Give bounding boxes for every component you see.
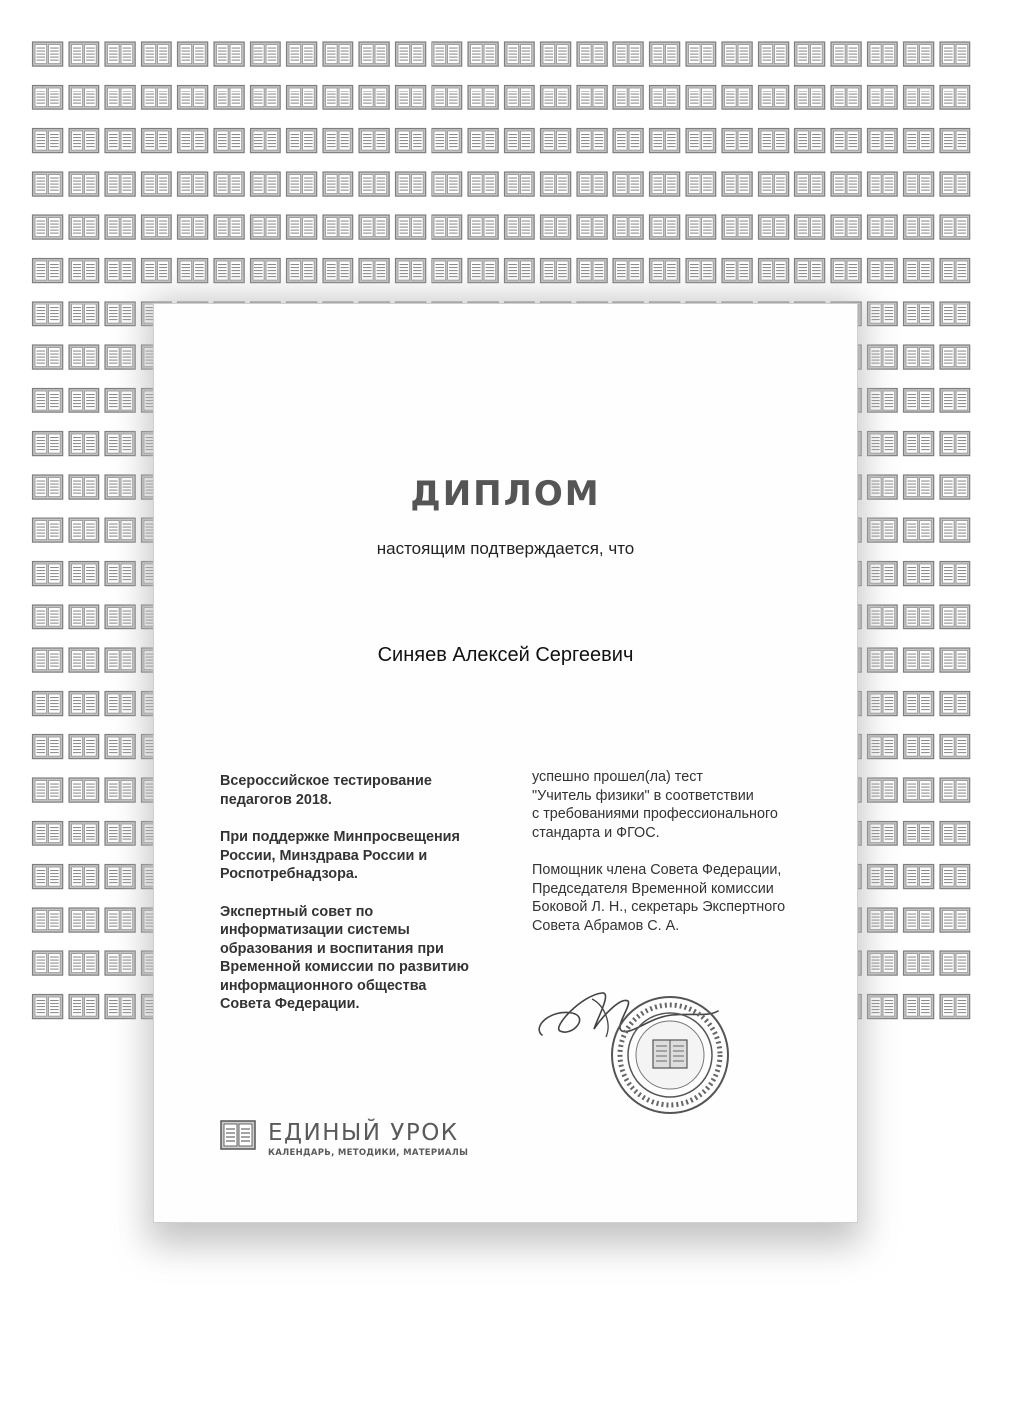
book-icon bbox=[220, 1120, 256, 1150]
logo-tagline: КАЛЕНДАРЬ, МЕТОДИКИ, МАТЕРИАЛЫ bbox=[268, 1148, 469, 1158]
left-column bbox=[220, 772, 510, 1033]
diploma-subtitle: настоящим подтверждается, что bbox=[376, 539, 635, 558]
recipient-name: Синяев Алексей Сергеевич bbox=[377, 644, 634, 666]
council-paragraph: Экспертный совет по информатизации системы образования и воспитания при Временной комиссии по развитию информационного общества Совета Федерации. bbox=[220, 903, 469, 1012]
diploma-title: ДИПЛОМ bbox=[410, 474, 601, 514]
edinyj-urok-logo bbox=[220, 1114, 500, 1162]
logo-name: ЕДИНЫЙ УРОК bbox=[268, 1120, 459, 1146]
signatory-paragraph: Помощник члена Совета Федерации, Председателя Временной комиссии Боковой Л. Н., секретарь Экспертного Совета Абрамов С. А. bbox=[532, 862, 786, 934]
event-paragraph: Всероссийское тестирование педагогов 2018. bbox=[220, 773, 432, 808]
result-paragraph: успешно прошел(ла) тест "Учитель физики" в соответствии с требованиями профессионального стандарта и ФГОС. bbox=[532, 769, 778, 841]
seal-stamp-icon bbox=[609, 994, 731, 1116]
support-paragraph: При поддержке Минпросвещения России, Минздрава России и Роспотребнадзора. bbox=[220, 829, 460, 882]
right-column bbox=[532, 768, 832, 954]
diploma-sheet bbox=[153, 303, 858, 1223]
